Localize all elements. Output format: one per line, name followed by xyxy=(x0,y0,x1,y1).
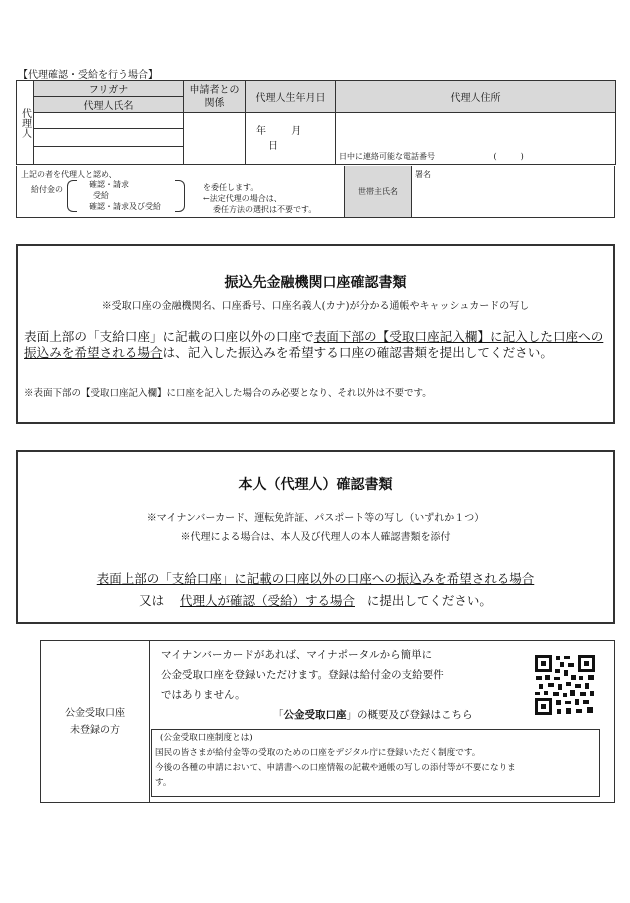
bank-body-underlined: 表面下部の【受取口座記入欄】に記入した口座への振込みを希望される場合 xyxy=(24,329,604,360)
benefit-label: 給付金の xyxy=(31,185,63,194)
koukin-section xyxy=(40,640,615,803)
year-label: 年 xyxy=(256,126,266,137)
id-sub-2: ※代理による場合は、本人及び代理人の本人確認書類を添付 xyxy=(180,532,451,543)
birthdate-header: 代理人生年月日 xyxy=(246,81,336,113)
proxy-side-label: 代理人 xyxy=(17,81,34,165)
koukin-description: マイナンバーカードがあれば、マイナポータルから簡単に 公金受取口座を登録いただけます。登録は給付金の支給要件 ではありません。 「公金受取口座」の概要及び登録はこちら xyxy=(161,645,473,725)
name-field-2[interactable] xyxy=(34,147,184,165)
bank-note: ※表面下部の【受取口座記入欄】に口座を記入した場合のみ必要となり、それ以外は不要です。 xyxy=(24,388,432,399)
id-title: 本人（代理人）確認書類 xyxy=(238,477,393,493)
koukin-def-title: (公金受取口座制度とは) xyxy=(160,733,253,743)
id-line-1: 表面上部の「支給口座」に記載の口座以外の口座への振込みを希望される場合 xyxy=(96,571,535,586)
option-confirm[interactable]: 確認・請求 xyxy=(89,180,129,189)
koukin-def-3: す。 xyxy=(155,778,172,788)
bank-subtitle: ※受取口座の金融機関名、口座番号、口座名義人(カナ)が分かる通帳やキャッシュカードの写し xyxy=(101,301,530,312)
entrust-text: を委任します。 xyxy=(203,183,259,192)
id-line-2: 又は 代理人が確認（受給）する場合 に提出してください。 xyxy=(139,593,492,608)
month-label: 月 xyxy=(291,126,302,137)
day-label: 日 xyxy=(268,141,278,152)
delegation-notes xyxy=(203,182,316,215)
right-bracket xyxy=(175,180,185,212)
address-field[interactable] xyxy=(336,113,616,165)
id-sub-1: ※マイナンバーカード、運転免許証、パスポート等の写し（いずれか１つ） xyxy=(146,513,485,524)
id-document-box xyxy=(16,450,615,624)
delegation-row xyxy=(16,166,615,218)
option-both[interactable]: 確認・請求及び受給 xyxy=(89,202,161,211)
phone-parens: ( ) xyxy=(493,152,524,161)
qr-code-icon[interactable] xyxy=(533,653,597,717)
relation-header: 申請者との 関係 xyxy=(184,81,246,113)
legal-note-2: 委任方法の選択は不要です。 xyxy=(213,205,317,214)
delegation-intro: 上記の者を代理人と認め、 xyxy=(21,170,117,179)
option-receive[interactable]: 受給 xyxy=(93,191,109,200)
delegation-options xyxy=(89,179,161,212)
legal-note-1: ←法定代理の場合は、 xyxy=(203,194,282,203)
koukin-def-2: 今後の各種の申請において、申請書への口座情報の記載や通帳の写しの添付等が不要になりま xyxy=(155,763,516,773)
phone-label: 日中に連絡可能な電話番号 xyxy=(339,152,435,161)
bank-title: 振込先金融機関口座確認書類 xyxy=(224,275,407,291)
furigana-field[interactable] xyxy=(34,113,184,129)
signature-field[interactable] xyxy=(411,180,614,216)
koukin-definition-box xyxy=(151,729,600,797)
left-bracket xyxy=(67,180,77,212)
householder-label: 世帯主氏名 xyxy=(344,166,412,217)
signature-label: 署名 xyxy=(415,170,431,179)
bank-document-box xyxy=(16,244,615,424)
koukin-def-1: 国民の皆さまが給付金等の受取のための口座をデジタル庁に登録いただく制度です。 xyxy=(155,748,481,758)
proxy-table xyxy=(16,80,616,165)
koukin-label: 公金受取口座 未登録の方 xyxy=(41,641,150,802)
birthdate-field[interactable] xyxy=(246,113,336,165)
name-field[interactable] xyxy=(34,129,184,147)
address-header: 代理人住所 xyxy=(336,81,616,113)
furigana-header: フリガナ xyxy=(34,81,184,97)
relation-field[interactable] xyxy=(184,113,246,165)
section-title: 【代理確認・受給を行う場合】 xyxy=(18,70,158,81)
bank-body: 表面上部の「支給口座」に記載の口座以外の口座で表面下部の【受取口座記入欄】に記入した口座への振込みを希望される場合は、記入した振込みを希望する口座の確認書類を提出してください。 xyxy=(24,329,604,360)
name-header: 代理人氏名 xyxy=(34,97,184,113)
koukin-link[interactable]: 「公金受取口座」の概要及び登録はこちら xyxy=(273,709,473,721)
